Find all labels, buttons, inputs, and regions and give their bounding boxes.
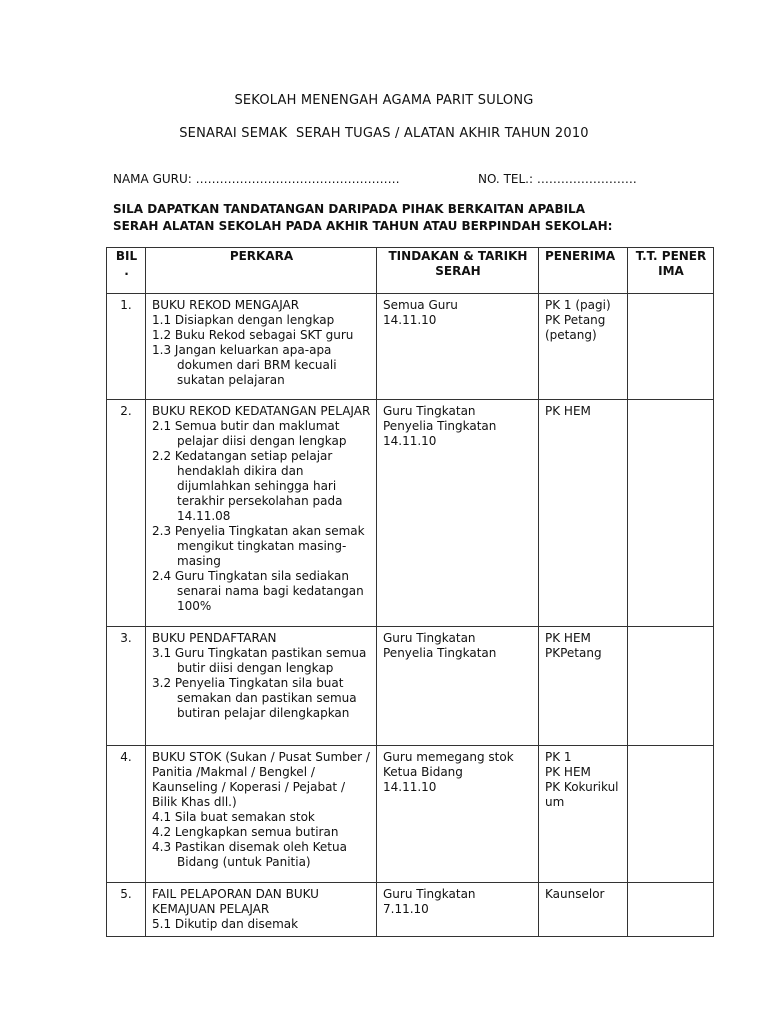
tindakan-line: Guru Tingkatan [383, 404, 476, 418]
sub-item: 2.1 Semua butir dan maklumat pelajar diisi dengan lengkap [152, 419, 347, 448]
header-penerima: PENERIMA [539, 248, 628, 294]
sub-item: 2.3 Penyelia Tingkatan akan semak mengikut tingkatan masing-masing [152, 524, 365, 568]
row-perkara [146, 883, 377, 937]
tindakan-line: 7.11.10 [383, 902, 429, 916]
header-bil: BIL . [107, 248, 146, 294]
sub-item: 3.1 Guru Tingkatan pastikan semua butir diisi dengan lengkap [152, 646, 367, 675]
tindakan-line: Penyelia Tingkatan [383, 419, 497, 433]
tindakan-line: Ketua Bidang [383, 765, 463, 779]
row-bil: 3. [107, 627, 146, 746]
table-row [107, 883, 714, 937]
penerima-line: Kaunselor [545, 887, 605, 901]
document-subtitle: SENARAI SEMAK SERAH TUGAS / ALATAN AKHIR TAHUN 2010 [179, 126, 589, 141]
penerima-line: PK HEM [545, 404, 591, 418]
tindakan-line: 14.11.10 [383, 313, 437, 327]
table-row [107, 294, 714, 400]
row-perkara [146, 294, 377, 400]
sub-item: 4.3 Pastikan disemak oleh Ketua Bidang (untuk Panitia) [152, 840, 347, 869]
tindakan-line: Guru Tingkatan [383, 631, 476, 645]
header-tt-penerima: T.T. PENERIMA [628, 248, 714, 294]
tindakan-line: Semua Guru [383, 298, 458, 312]
table-header-row [107, 248, 714, 294]
header-perkara: PERKARA [146, 248, 377, 294]
row-perkara [146, 400, 377, 627]
row-penerima [539, 400, 628, 627]
row-penerima [539, 294, 628, 400]
school-title: SEKOLAH MENENGAH AGAMA PARIT SULONG [234, 93, 534, 108]
row-tindakan [377, 746, 539, 883]
tindakan-line: Guru Tingkatan [383, 887, 476, 901]
penerima-line: PKPetang [545, 646, 602, 660]
row-tindakan [377, 627, 539, 746]
sub-item: 4.2 Lengkapkan semua butiran [152, 825, 339, 839]
row-tindakan [377, 400, 539, 627]
table-row [107, 400, 714, 627]
instruction-line-1: SILA DAPATKAN TANDATANGAN DARIPADA PIHAK BERKAITAN APABILA [113, 202, 585, 216]
row-perkara [146, 746, 377, 883]
item-title: FAIL PELAPORAN DAN BUKU KEMAJUAN PELAJAR [152, 887, 319, 916]
row-tindakan [377, 294, 539, 400]
sub-item: 4.1 Sila buat semakan stok [152, 810, 315, 824]
row-bil: 4. [107, 746, 146, 883]
tindakan-line: Guru memegang stok [383, 750, 514, 764]
no-tel-field: NO. TEL.: ……………………. [478, 172, 637, 186]
checklist-table [106, 247, 714, 937]
nama-guru-field: NAMA GURU: …………………………………………… [113, 172, 400, 186]
penerima-line: PK HEM [545, 765, 591, 779]
row-signature-cell[interactable] [628, 294, 714, 400]
row-bil: 5. [107, 883, 146, 937]
penerima-line: PK Kokurikulum [545, 780, 619, 809]
sub-item: 3.2 Penyelia Tingkatan sila buat semakan dan pastikan semua butiran pelajar dilengkapkan [152, 676, 357, 720]
sub-item: 2.4 Guru Tingkatan sila sediakan senarai nama bagi kedatangan 100% [152, 569, 364, 613]
row-signature-cell[interactable] [628, 883, 714, 937]
row-signature-cell[interactable] [628, 627, 714, 746]
item-title: BUKU PENDAFTARAN [152, 631, 277, 645]
row-signature-cell[interactable] [628, 400, 714, 627]
row-bil: 1. [107, 294, 146, 400]
penerima-line: PK HEM [545, 631, 591, 645]
sub-item: 1.2 Buku Rekod sebagai SKT guru [152, 328, 354, 342]
sub-item: 5.1 Dikutip dan disemak [152, 917, 299, 931]
row-penerima [539, 883, 628, 937]
row-signature-cell[interactable] [628, 746, 714, 883]
row-tindakan [377, 883, 539, 937]
sub-item: 1.1 Disiapkan dengan lengkap [152, 313, 335, 327]
tindakan-line: 14.11.10 [383, 434, 437, 448]
penerima-line: PK 1 [545, 750, 572, 764]
instruction-text [113, 201, 673, 235]
row-penerima [539, 627, 628, 746]
penerima-line: PK Petang (petang) [545, 313, 606, 342]
item-title: BUKU REKOD KEDATANGAN PELAJAR [152, 404, 371, 418]
row-bil: 2. [107, 400, 146, 627]
row-perkara [146, 627, 377, 746]
item-title: BUKU STOK (Sukan / Pusat Sumber / Panitia /Makmal / Bengkel / Kaunseling / Koperasi / Pejabat / Bilik Khas dll.) [152, 750, 370, 809]
item-title: BUKU REKOD MENGAJAR [152, 298, 300, 312]
header-tindakan: TINDAKAN & TARIKH SERAH [377, 248, 539, 294]
tindakan-line: 14.11.10 [383, 780, 437, 794]
table-row [107, 627, 714, 746]
table-row [107, 746, 714, 883]
tindakan-line: Penyelia Tingkatan [383, 646, 497, 660]
instruction-line-2: SERAH ALATAN SEKOLAH PADA AKHIR TAHUN ATAU BERPINDAH SEKOLAH: [113, 219, 613, 233]
row-penerima [539, 746, 628, 883]
sub-item: 1.3 Jangan keluarkan apa-apa dokumen dari BRM kecuali sukatan pelajaran [152, 343, 337, 387]
penerima-line: PK 1 (pagi) [545, 298, 611, 312]
sub-item: 2.2 Kedatangan setiap pelajar hendaklah dikira dan dijumlahkan sehingga hari terakhir persekolahan pada 14.11.08 [152, 449, 343, 523]
